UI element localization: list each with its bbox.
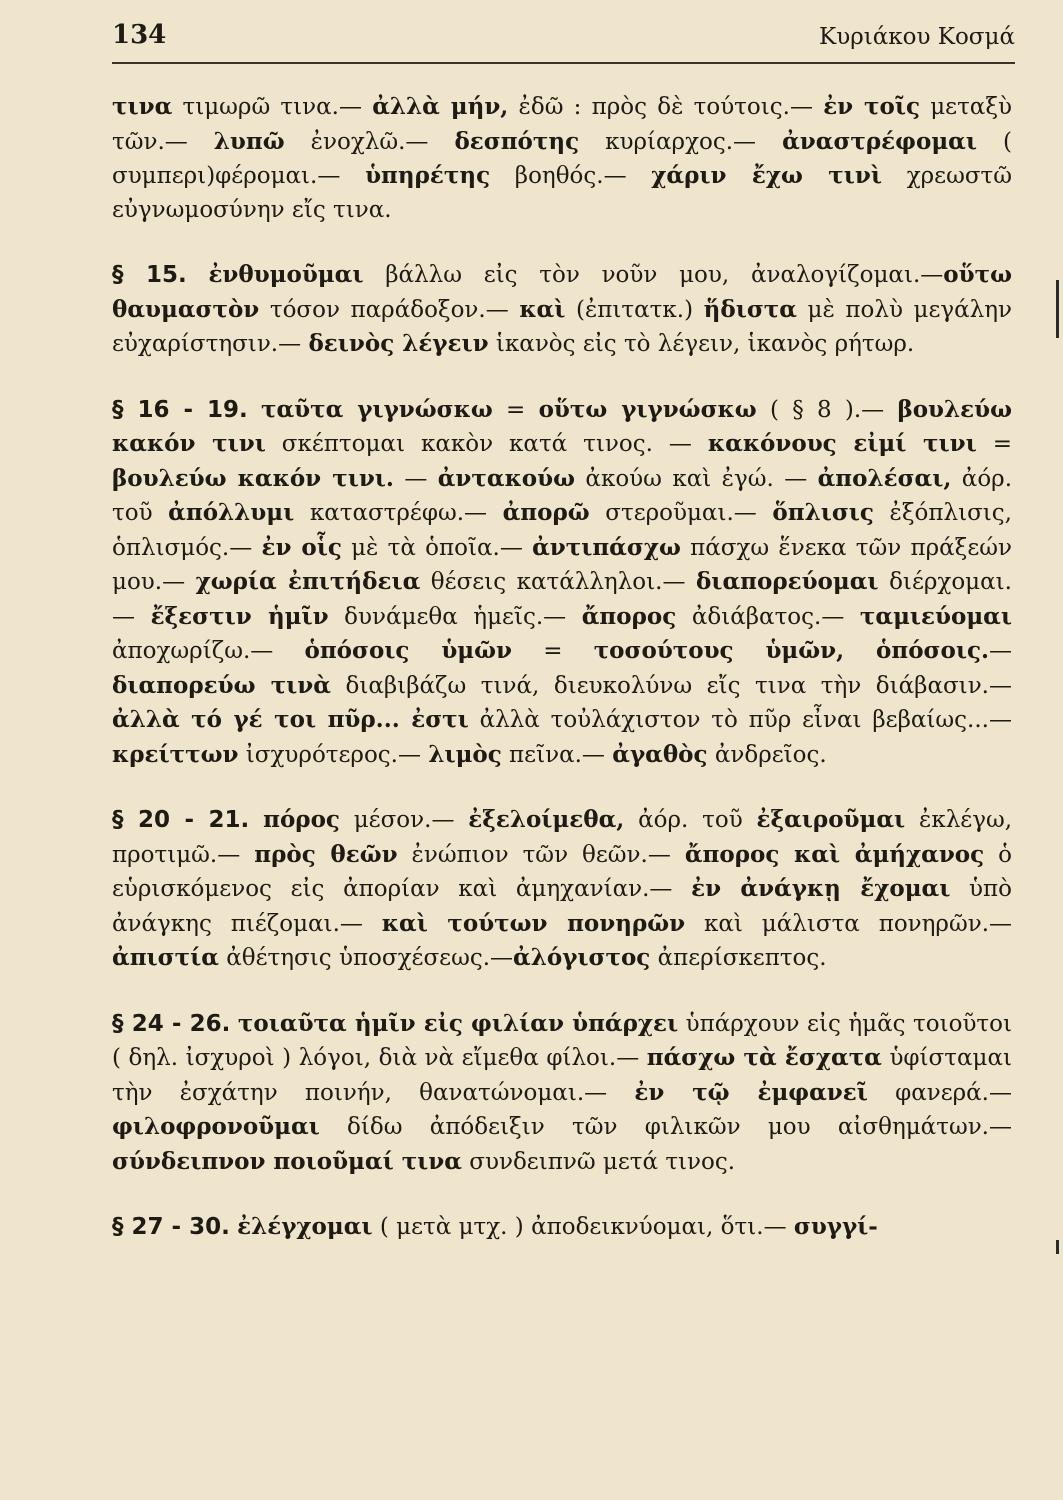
- headword: ἐν οἷς: [261, 533, 342, 561]
- glossary-paragraph: [112, 393, 1012, 773]
- gloss-text: [249, 807, 263, 833]
- headword: ἐξαιροῦμαι: [756, 806, 906, 833]
- headword: λιμὸς: [428, 740, 502, 768]
- headword: ἀντακούω: [437, 464, 576, 492]
- headword: τινα: [112, 93, 173, 120]
- glossary-paragraph: [112, 258, 1012, 362]
- headword: ἐνθυμοῦμαι: [208, 261, 364, 288]
- gloss-text: πεῖνα.—: [501, 741, 613, 768]
- gloss-text: πάσχω ἕνεκα τῶν πράξεών μου.—: [112, 534, 1012, 595]
- gloss-text: ἱκανὸς εἰς τὸ λέγειν, ἱκανὸς ρήτωρ.: [488, 331, 915, 357]
- headword: ὁπόσοις ὑμῶν: [304, 637, 512, 664]
- gloss-text: συνδειπνῶ μετά τινος.: [461, 1148, 736, 1175]
- headword: δεσπότης: [454, 127, 580, 155]
- headword: πόρος: [263, 806, 340, 833]
- gloss-text: καὶ μάλιστα πονηρῶν.—: [685, 910, 1013, 937]
- scan-edge-mark: [1056, 1240, 1059, 1254]
- headword: οὕτω θαυμαστὸν: [112, 261, 1012, 323]
- headword: ἐν τοῖς: [823, 93, 920, 120]
- headword: διαπορεύω τινὰ: [112, 671, 331, 699]
- headword: ἐν ἀνάγκῃ ἔχομαι: [691, 875, 951, 902]
- gloss-text: ἀόρ. τοῦ: [624, 807, 757, 833]
- headword: ἀπόλλυμι: [168, 499, 295, 526]
- headword: λυπῶ: [213, 127, 285, 155]
- gloss-text: ἐξόπλισις, ὁπλισμός.—: [112, 500, 1012, 561]
- gloss-text: ἀδιάβατος.—: [676, 603, 860, 630]
- headword: φιλοφρονοῦμαι: [112, 1113, 320, 1140]
- section-marker: § 16 - 19.: [112, 396, 248, 423]
- gloss-text: (ἐπιτατκ.): [565, 296, 704, 323]
- gloss-text: ( συμπερι)φέρομαι.—: [112, 128, 1012, 189]
- gloss-text: διέρχομαι.—: [112, 569, 1012, 630]
- gloss-text: μέσον.—: [339, 807, 469, 833]
- gloss-text: ( § 8 ).—: [756, 396, 898, 423]
- gloss-text: καταστρέφω.—: [294, 500, 503, 526]
- headword: καὶ τούτων πονηρῶν: [381, 909, 686, 937]
- gloss-text: [248, 397, 261, 423]
- section-marker: § 20 - 21.: [112, 807, 250, 833]
- glossary-paragraph: [112, 1007, 1012, 1180]
- headword: ἄπορος: [581, 602, 677, 630]
- gloss-text: τιμωρῶ τινα.—: [172, 94, 373, 120]
- gloss-text: χρεωστῶ εὐγνωμοσύνην εἴς τινα.: [112, 163, 1013, 223]
- gloss-text: διαβιβάζω τινά, διευκολύνω εἴς τινα τὴν διάβασιν.—: [330, 672, 1012, 699]
- gloss-text: —: [989, 638, 1012, 664]
- section-marker: § 15.: [112, 262, 187, 288]
- gloss-text: ἰσχυρότερος.—: [238, 741, 429, 768]
- gloss-text: [187, 262, 209, 288]
- headword: ἀλλὰ τό γέ τοι πῦρ... ἐστι: [112, 706, 469, 733]
- headword: κρείττων: [112, 740, 239, 768]
- running-title: Κυριάκου Κοσμά: [819, 24, 1015, 50]
- gloss-text: τόσον παράδοξον.—: [259, 296, 520, 323]
- gloss-text: μὲ τὰ ὁποῖα.—: [341, 534, 533, 561]
- headword: ἄπορος καὶ ἀμήχανος: [684, 840, 985, 868]
- gloss-text: ἐνοχλῶ.—: [284, 128, 455, 155]
- page-number: 134: [112, 20, 167, 50]
- gloss-text: ὑπάρχουν εἰς ἡμᾶς τοιοῦτοι ( δηλ. ἰσχυροὶ ) λόγοι, διὰ νὰ εἴμεθα φίλοι.—: [112, 1010, 1013, 1071]
- gloss-text: μεταξὺ τῶν.—: [112, 94, 1012, 155]
- gloss-text: δίδω ἀπόδειξιν τῶν φιλικῶν μου αἰσθημάτων.—: [319, 1114, 1012, 1140]
- gloss-text: ἀθέτησις ὑποσχέσεως.—: [218, 945, 514, 971]
- headword: πρὸς θεῶν: [254, 840, 398, 868]
- headword: ἀπορῶ: [502, 499, 590, 526]
- gloss-text: μὲ πολὺ μεγάλην εὐχαρίστησιν.—: [112, 296, 1012, 357]
- headword: ταμιεύομαι: [859, 602, 1012, 630]
- headword: ταῦτα γιγνώσκω: [261, 395, 493, 423]
- headword: βουλεύω κακόν τινι: [112, 395, 1012, 457]
- headword: ἐξελοίμεθα,: [468, 806, 625, 833]
- headword: χωρία ἐπιτήδεια: [195, 568, 421, 595]
- gloss-text: [230, 1011, 238, 1037]
- gloss-text: ὑπὸ ἀνάγκης πιέζομαι.—: [112, 876, 1012, 937]
- gloss-text: ἀκούω καὶ ἐγώ. —: [575, 465, 818, 492]
- headword: τοσούτους ὑμῶν, ὁπόσοις.: [593, 637, 989, 664]
- gloss-text: ( μετὰ μτχ. ) ἀποδεικνύομαι, ὅτι.—: [372, 1214, 794, 1240]
- gloss-text: ἐνώπιον τῶν θεῶν.—: [397, 841, 685, 868]
- headword: διαπορεύομαι: [695, 568, 879, 595]
- headword: τοιαῦτα ἡμῖν εἰς φιλίαν ὑπάρχει: [237, 1009, 679, 1037]
- header-rule: [112, 62, 1015, 64]
- scan-edge-mark: [1056, 280, 1059, 338]
- glossary-paragraph: [112, 803, 1012, 976]
- headword: βουλεύω κακόν τινι.: [112, 464, 394, 492]
- gloss-text: φανερά.—: [867, 1079, 1012, 1106]
- gloss-text: κυρίαρχος.—: [579, 128, 783, 155]
- headword: ἐν τῷ ἐμφανεῖ: [634, 1078, 868, 1106]
- gloss-text: σκέπτομαι κακὸν κατά τινος. —: [265, 431, 708, 457]
- headword: κακόνους εἰμί τινι: [707, 430, 977, 457]
- section-marker: § 27 - 30.: [112, 1214, 230, 1240]
- headword: ἀγαθὸς: [612, 740, 708, 768]
- glossary-paragraph: [112, 1210, 1012, 1245]
- headword: ἀπολέσαι,: [817, 464, 952, 492]
- gloss-text: =: [492, 396, 539, 423]
- headword: ὑπηρέτης: [365, 162, 491, 189]
- headword: ἀλόγιστος: [513, 944, 651, 971]
- glossary-paragraph: [112, 90, 1012, 227]
- gloss-text: βοηθός.—: [490, 163, 652, 189]
- headword: ἐλέγχομαι: [237, 1213, 373, 1240]
- headword: σύνδειπνον ποιοῦμαί τινα: [112, 1147, 462, 1175]
- headword: συγγί-: [793, 1213, 878, 1240]
- gloss-text: ὑφίσταμαι τὴν ἐσχάτην ποινήν, θανατώνομαι.—: [112, 1045, 1012, 1106]
- gloss-text: βάλλω εἰς τὸν νοῦν μου, ἀναλογίζομαι.—: [363, 262, 944, 288]
- headword: ἀναστρέφομαι: [782, 127, 977, 155]
- headword: ἔξεστιν ἡμῖν: [150, 602, 329, 630]
- headword: δεινὸς λέγειν: [308, 330, 489, 357]
- gloss-text: δυνάμεθα ἡμεῖς.—: [328, 603, 582, 630]
- section-marker: § 24 - 26.: [112, 1010, 231, 1037]
- gloss-text: ἀόρ. τοῦ: [112, 465, 1013, 526]
- headword: καὶ: [519, 295, 566, 323]
- gloss-text: ἀπερίσκεπτος.: [650, 945, 827, 971]
- gloss-text: =: [512, 638, 594, 664]
- gloss-text: ἐδῶ : πρὸς δὲ τούτοις.—: [508, 94, 824, 120]
- headword: ἀλλὰ μήν,: [372, 93, 509, 120]
- gloss-text: στεροῦμαι.—: [589, 500, 773, 526]
- headword: οὕτω γιγνώσκω: [538, 395, 757, 423]
- gloss-text: ἀνδρεῖος.: [707, 741, 827, 768]
- headword: ἥδιστα: [703, 295, 797, 323]
- gloss-text: —: [393, 465, 438, 492]
- headword: χάριν ἔχω τινὶ: [651, 162, 882, 189]
- headword: ἀντιπάσχω: [532, 533, 681, 561]
- gloss-text: ὁ εὑρισκόμενος εἰς ἀπορίαν καὶ ἀμηχανίαν.—: [112, 841, 1012, 902]
- headword: ἀπιστία: [112, 944, 219, 971]
- headword: ὅπλισις: [772, 499, 874, 526]
- gloss-text: ἐκλέγω, προτιμῶ.—: [112, 807, 1013, 868]
- glossary-body: [112, 90, 1012, 1276]
- headword: πάσχω τὰ ἔσχατα: [646, 1044, 882, 1071]
- gloss-text: θέσεις κατάλληλοι.—: [420, 569, 696, 595]
- gloss-text: ἀποχωρίζω.—: [112, 638, 305, 664]
- gloss-text: ἀλλὰ τοὐλάχιστον τὸ πῦρ εἶναι βεβαίως...—: [468, 707, 1012, 733]
- gloss-text: =: [976, 431, 1012, 457]
